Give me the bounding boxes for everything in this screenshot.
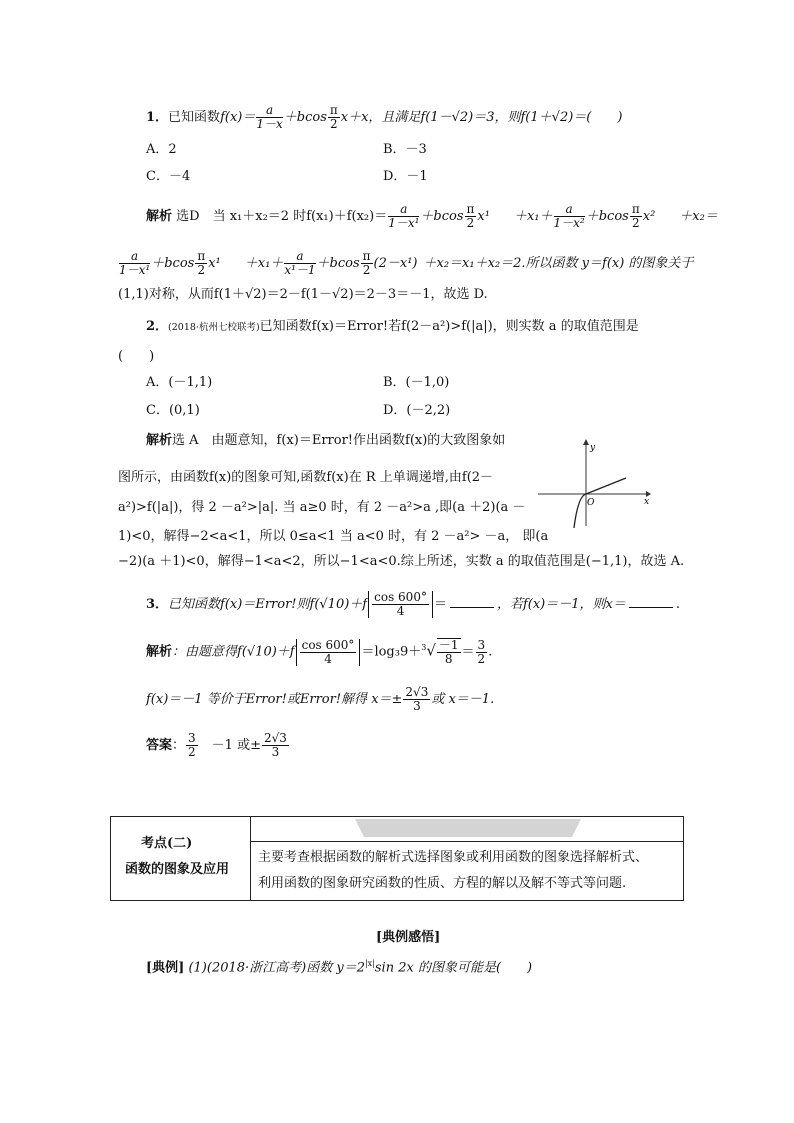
graph-curve-left	[574, 494, 586, 528]
sol2-label: 解析	[146, 433, 173, 448]
sol3-line1: 解析：由题意得f(√10)＋f $\frac{\cos 600^\circ}{4}$ ＝log₃9＋$^3$√ $\frac{-1}{8}$ ＝ $\frac{3}{2}$ .	[146, 637, 493, 666]
q2-source: (2018·杭州七校联考)	[168, 322, 260, 333]
sol1-line1: 解析 选D 当 x₁＋x₂＝2 时f(x₁)＋f(x₂)＝ $\frac{a}{\text{1－x¹}}$ ＋bcos $\frac{\pi}{2}$ x¹ ＋x₁＋ $\frac{a}{\text{1－x²}}$ ＋bcos $\frac{\pi}{2}$ x² ＋x₂＝	[146, 202, 718, 230]
q3-stem: 3．已知函数f(x)＝Error!则f(√10)＋f $\frac{\cos 600^\circ}{4}$ ＝ ，若f(x)＝－1，则x＝ .	[146, 590, 680, 618]
q3-blank-2[interactable]	[629, 595, 673, 608]
q1-option-c: C．－4	[146, 169, 191, 184]
q1-pi-fraction: $\frac{\pi}{2}$	[329, 103, 338, 131]
topic-title: 函数的图象及应用	[125, 862, 230, 877]
q1-option-d: D．－1	[383, 169, 428, 184]
origin-label: O	[587, 498, 595, 508]
x-axis-label: x	[644, 497, 650, 507]
answer-label: 答案	[146, 738, 173, 753]
sol2-line5: −2)(a ＋1)<0，解得−1<a<2，所以−1<a<0.综上所述，实数 a 的取值范围是(−1,1)，故选 A.	[118, 554, 685, 569]
sol1-line2: $\frac{a}{\text{1－x¹}}$ ＋bcos $\frac{\pi}{2}$ x¹ ＋x₁＋ $\frac{a}{\text{x¹－1}}$ ＋bcos $\frac{\pi}{2}$ (2－x¹) ＋x₂＝x₁＋x₂＝2.所以函数 y＝f(x) 的图象关于	[119, 249, 694, 277]
q2-paren: ( )	[118, 349, 155, 364]
q3-blank-1[interactable]	[450, 595, 494, 608]
sol2-line2: 图所示，由函数f(x)的图象可知,函数f(x)在 R 上单调递增,由f(2－	[118, 470, 494, 485]
function-graph	[536, 438, 652, 530]
answer-line: 答案： $\frac{3}{2}$ －1 或± $\frac{2√3}{3}$	[146, 731, 287, 759]
q1-option-b: B．－3	[383, 142, 427, 157]
sol3-line2: f(x)＝－1 等价于Error!或Error!解得 x＝± $\frac{2√3}{3}$ 或 x＝－1.	[146, 685, 495, 713]
topic-desc-line2: 利用函数的图象研究函数的性质、方程的解以及解不等式等问题.	[258, 876, 627, 891]
kaodian-label: 考点(二)	[141, 836, 193, 851]
sol2-line1: 解析选 A 由题意知，f(x)＝Error!作出函数f(x)的大致图象如	[146, 433, 506, 448]
sol2-line3: a²)>f(|a|)，得 2 －a²>|a|. 当 a≥0 时，有 2 －a²>a ,即(a ＋2)(a －	[118, 500, 526, 515]
sol3-label: 解析	[146, 644, 173, 660]
q2-stem: 2．(2018·杭州七校联考)已知函数f(x)＝Error!若f(2－a²)>f(|a|)，则实数 a 的取值范围是	[146, 319, 639, 334]
q2-option-b: B．(－1,0)	[383, 375, 450, 390]
q3-cos-fraction: $\frac{\cos 600^\circ}{4}$	[368, 591, 433, 618]
q3-number: 3．	[146, 597, 169, 612]
topic-box-left	[111, 817, 251, 900]
topic-box-header	[251, 817, 683, 842]
q1-fraction: $\frac{a}{1-x}$	[256, 103, 283, 131]
example-line: [典例] (1)(2018·浙江高考)函数 $y=2^{|x|}\sin$ 2x 的图象可能是( )	[146, 959, 533, 976]
header-tab-decoration	[355, 819, 581, 837]
q2-option-a: A．(－1,1)	[146, 375, 213, 390]
y-axis-arrow	[583, 439, 589, 445]
topic-desc-line1: 主要考查根据函数的解析式选择图象或利用函数的图象选择解析式、	[258, 850, 649, 865]
q1-stem: 1．已知函数f(x)＝ $\frac{a}{1-x}$ ＋bcos $\frac{\pi}{2}$ x＋x，且满足f(1－√2)＝3，则f(1＋√2)＝( )	[146, 103, 623, 131]
sol1-label: 解析	[146, 209, 173, 224]
y-axis-label: y	[590, 443, 596, 453]
topic-box	[110, 816, 684, 901]
sol2-line4: 1)<0，解得−2<a<1，所以 0≤a<1 当 a<0 时，有 2 －a²> －a， 即(a	[118, 529, 549, 544]
q2-option-d: D．(－2,2)	[383, 403, 451, 418]
q2-option-c: C．(0,1)	[146, 403, 200, 418]
q2-number: 2．	[146, 319, 169, 334]
q1-option-a: A．2	[146, 142, 177, 157]
cube-root-fraction: $\frac{-1}{8}$	[438, 638, 459, 666]
example-label: [典例]	[146, 960, 185, 976]
sol1-line3: (1,1)对称，从而f(1＋√2)＝2－f(1－√2)＝2－3＝－1，故选 D.	[118, 287, 488, 302]
example-heading: [典例感悟]	[376, 930, 441, 945]
graph-line-right	[586, 478, 626, 494]
q1-number: 1．	[146, 110, 169, 125]
